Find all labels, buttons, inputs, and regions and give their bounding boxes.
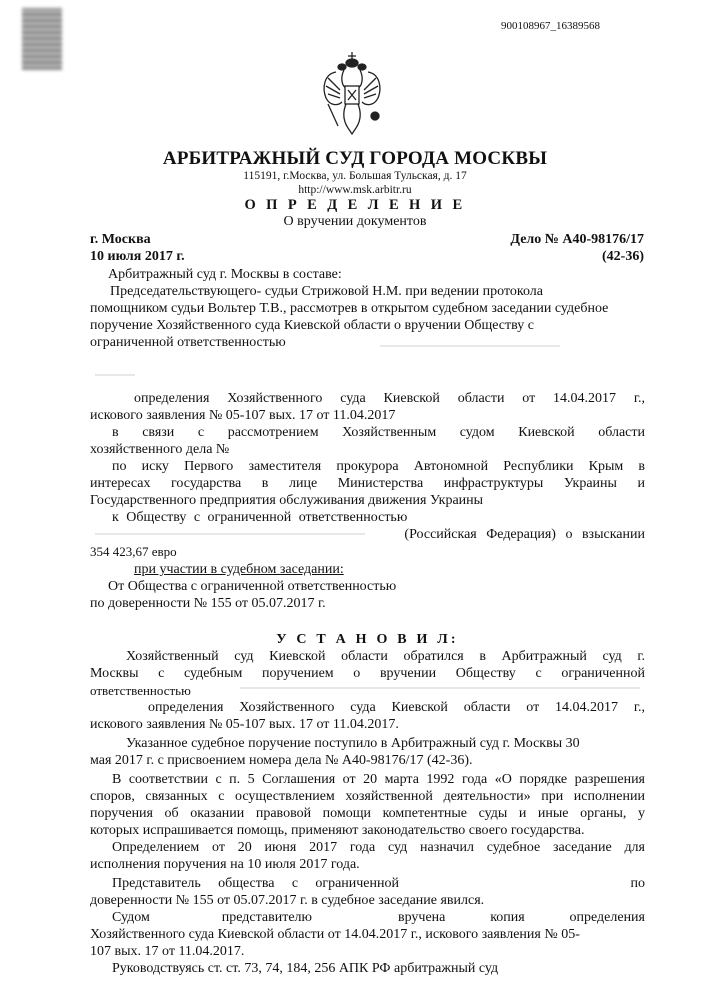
redacted-text xyxy=(95,533,365,535)
body-line: Определением от 20 июня 2017 года суд назначил судебное заседание для xyxy=(112,840,645,855)
court-name: АРБИТРАЖНЫЙ СУД ГОРОДА МОСКВЫ xyxy=(162,148,548,169)
body-line: Председательствующего- судьи Стрижовой Н.М. при ведении протокола xyxy=(110,284,544,299)
body-line: В соответствии с п. 5 Соглашения от 20 марта 1992 года «О порядке разрешения xyxy=(112,772,645,787)
document-type: О П Р Е Д Е Л Е Н И Е xyxy=(244,197,466,213)
body-line: Арбитражный суд г. Москвы в составе: xyxy=(108,267,342,282)
claim-amount: 354 423,67 евро xyxy=(90,544,177,559)
body-line: искового заявления № 05-107 вых. 17 от 11.04.2017 xyxy=(90,408,396,423)
body-line: Москвы с судебным поручением о вручении Обществу с ограниченной xyxy=(90,666,645,681)
body-line: ограниченной ответственностью xyxy=(90,335,286,350)
case-number: Дело № А40-98176/17 xyxy=(510,232,644,247)
body-line: ответственностью xyxy=(90,683,191,698)
body-line: Представитель общества с ограниченной xyxy=(112,876,399,891)
body-line: От Общества с ограниченной ответственностью xyxy=(108,579,397,594)
document-subtitle: О вручении документов xyxy=(283,214,427,229)
body-line: Государственного предприятия обслуживания движения Украины xyxy=(90,493,484,508)
body-line: по xyxy=(630,876,645,891)
body-line: 107 вых. 17 от 11.04.2017. xyxy=(90,944,245,959)
body-line: хозяйственного дела № xyxy=(90,442,230,457)
body-line: в связи с рассмотрением Хозяйственным судом Киевской области xyxy=(112,425,645,440)
body-line: искового заявления № 05-107 вых. 17 от 11.04.2017. xyxy=(90,717,399,732)
body-line: исполнения поручения на 10 июля 2017 года. xyxy=(90,857,360,872)
body-line: помощником судьи Вольтер Т.В., рассмотрев в открытом судебном заседании судебное xyxy=(90,301,609,316)
document-id: 900108967_16389568 xyxy=(501,20,600,32)
redacted-text xyxy=(380,345,560,347)
body-line: поручения об оказании правовой помощи компетентные суды и иные органы, у xyxy=(90,806,645,821)
body-line: определения Хозяйственного суда Киевской области от 14.04.2017 г., xyxy=(134,391,645,406)
body-line: определения Хозяйственного суда Киевской области от 14.04.2017 г., xyxy=(148,700,645,715)
redacted-text xyxy=(95,374,135,376)
redacted-text xyxy=(240,687,640,689)
body-line: доверенности № 155 от 05.07.2017 г. в судебное заседание явился. xyxy=(90,893,485,908)
established-heading: У С Т А Н О В И Л: xyxy=(276,632,459,647)
body-line: вручена копия определения xyxy=(398,910,645,925)
body-line: Хозяйственного суда Киевской области от 14.04.2017 г., искового заявления № 05- xyxy=(90,927,580,942)
body-line: мая 2017 г. с присвоением номера дела № А40-98176/17 (42-36). xyxy=(90,753,473,768)
body-line: к Обществу с ограниченной ответственностью xyxy=(112,510,408,525)
qr-code-icon xyxy=(22,8,62,70)
body-line: Судом представителю xyxy=(112,910,312,925)
body-line: споров, связанных с осуществлением хозяйственной деятельности» при исполнении xyxy=(90,789,645,804)
body-line: Хозяйственный суд Киевской области обратился в Арбитражный суд г. xyxy=(126,649,645,664)
case-suffix: (42-36) xyxy=(602,249,644,264)
russian-coat-of-arms-icon xyxy=(318,48,386,136)
body-line: (Российская Федерация) о взыскании xyxy=(404,527,645,542)
body-line: по иску Первого заместителя прокурора Автономной Республики Крым в xyxy=(112,459,645,474)
body-line: по доверенности № 155 от 05.07.2017 г. xyxy=(90,596,326,611)
body-line: поручение Хозяйственного суда Киевской области о вручении Обществу с xyxy=(90,318,534,333)
body-line: интересах государства в лице Министерства инфраструктуры Украины и xyxy=(90,476,645,491)
body-line: Указанное судебное поручение поступило в Арбитражный суд г. Москвы 30 xyxy=(126,736,580,751)
document-date: 10 июля 2017 г. xyxy=(90,249,185,264)
court-address: 115191, г.Москва, ул. Большая Тульская, д. 17 xyxy=(243,170,467,182)
city: г. Москва xyxy=(90,232,151,247)
participation-heading: при участии в судебном заседании: xyxy=(134,562,344,577)
court-website-link[interactable]: http://www.msk.arbitr.ru xyxy=(298,184,412,196)
body-line: которых испрашивается помощь, применяют законодательство своего государства. xyxy=(90,823,585,838)
body-line: Руководствуясь ст. ст. 73, 74, 184, 256 АПК РФ арбитражный суд xyxy=(112,961,499,976)
